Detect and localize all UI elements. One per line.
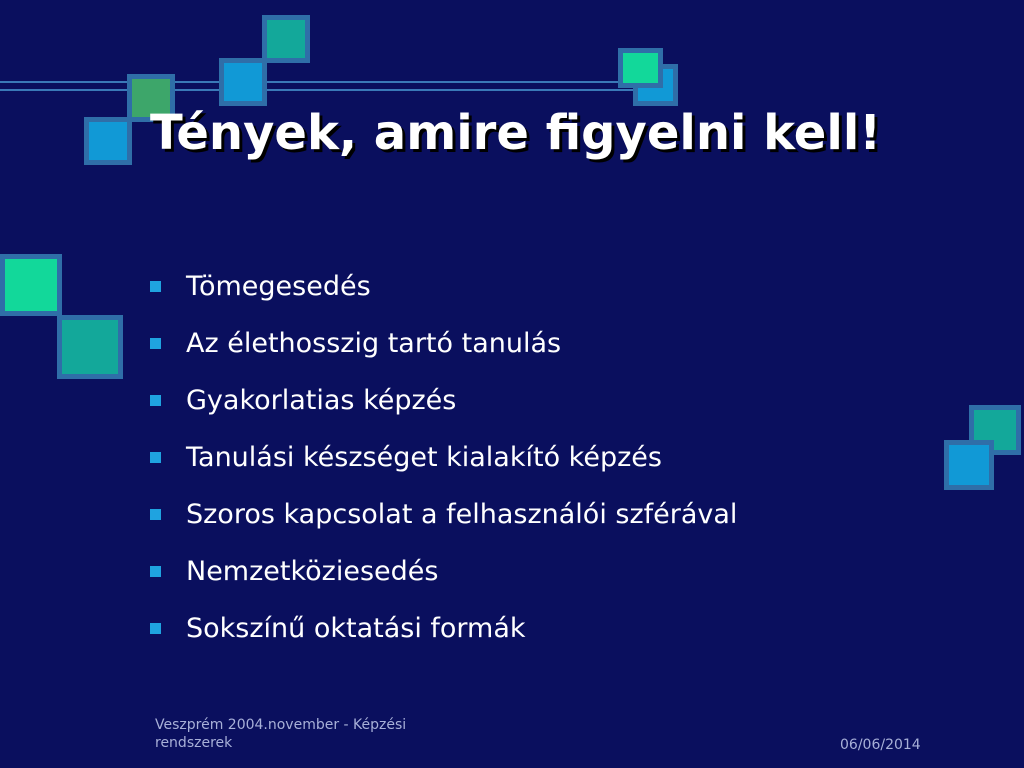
bullet-list xyxy=(150,258,737,657)
bullet-item xyxy=(150,600,737,657)
decorative-horizontal-line xyxy=(0,81,660,91)
decorative-square-blue-bottom-right xyxy=(944,440,994,490)
square-bullet-icon xyxy=(150,566,161,577)
bullet-item xyxy=(150,372,737,429)
decorative-square-teal-top xyxy=(262,15,310,63)
bullet-item xyxy=(150,258,737,315)
footer-caption-line-2: rendszerek xyxy=(155,735,233,751)
bullet-text: Az élethosszig tartó tanulás xyxy=(186,328,562,359)
square-bullet-icon xyxy=(150,623,161,634)
square-bullet-icon xyxy=(150,509,161,520)
bullet-text: Szoros kapcsolat a felhasználói szférával xyxy=(186,499,738,530)
bullet-text: Sokszínű oktatási formák xyxy=(186,613,526,644)
footer-date: 06/06/2014 xyxy=(840,737,921,753)
bullet-item xyxy=(150,543,737,600)
square-bullet-icon xyxy=(150,395,161,406)
slide-title: Tények, amire figyelni kell! xyxy=(150,105,882,161)
square-bullet-icon xyxy=(150,452,161,463)
bullet-text: Nemzetköziesedés xyxy=(186,556,439,587)
square-bullet-icon xyxy=(150,338,161,349)
decorative-square-blue-top xyxy=(219,58,267,106)
bullet-item xyxy=(150,486,737,543)
bullet-item xyxy=(150,429,737,486)
bullet-text: Gyakorlatias képzés xyxy=(186,385,457,416)
bullet-text: Tömegesedés xyxy=(186,271,371,302)
decorative-square-mint-right xyxy=(618,48,663,88)
decorative-square-blue-left xyxy=(84,117,132,165)
bullet-text: Tanulási készséget kialakító képzés xyxy=(186,442,662,473)
footer-caption xyxy=(155,716,455,752)
bullet-item xyxy=(150,315,737,372)
square-bullet-icon xyxy=(150,281,161,292)
decorative-square-mint-left xyxy=(0,254,62,316)
footer-caption-line-1: Veszprém 2004.november - Képzési xyxy=(155,717,407,733)
decorative-square-teal-left xyxy=(57,315,123,379)
